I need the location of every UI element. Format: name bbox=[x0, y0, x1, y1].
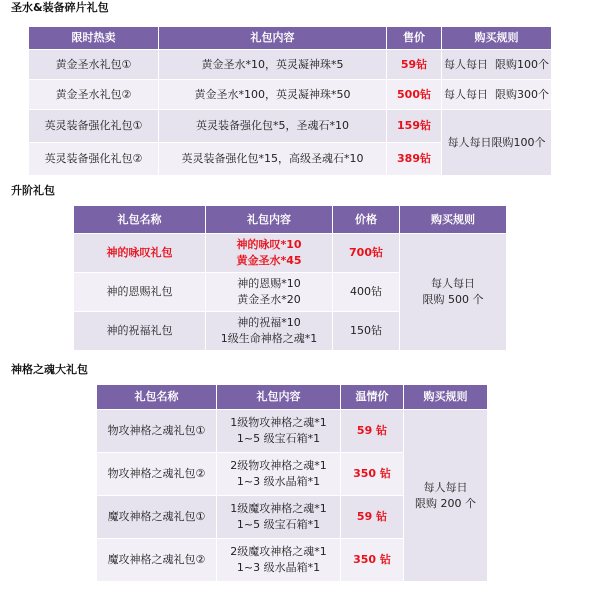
content-line: 1~3 级水晶箱*1 bbox=[236, 561, 321, 574]
col-header-content: 礼包内容 bbox=[206, 206, 333, 234]
pack-content: 黄金圣水*10，英灵凝神珠*5 bbox=[159, 50, 387, 80]
col-header-content: 礼包内容 bbox=[159, 27, 387, 50]
pack-name: 物攻神格之魂礼包① bbox=[97, 410, 217, 453]
purchase-rule: 每人每日限购100个 bbox=[442, 110, 552, 176]
pack-name: 黄金圣水礼包① bbox=[29, 50, 159, 80]
table-row bbox=[74, 234, 507, 273]
pack-content bbox=[206, 312, 333, 351]
holy-water-table bbox=[28, 26, 552, 176]
col-header-price: 温情价 bbox=[341, 385, 404, 410]
pack-content bbox=[217, 410, 341, 453]
col-header-name: 礼包名称 bbox=[74, 206, 206, 234]
pack-name: 神的咏叹礼包 bbox=[74, 234, 206, 273]
section-title-holy-water: 圣水&装备碎片礼包 bbox=[11, 1, 109, 14]
content-line: 1级生命神格之魂*1 bbox=[220, 332, 318, 345]
pack-price: 150钻 bbox=[333, 312, 400, 351]
rule-line: 限购 200 个 bbox=[415, 496, 476, 510]
pack-price: 400钻 bbox=[333, 273, 400, 312]
pack-content bbox=[217, 496, 341, 539]
pack-name: 英灵装备强化礼包② bbox=[29, 143, 159, 176]
pack-price: 350 钻 bbox=[341, 539, 404, 582]
content-line: 黄金圣水*20 bbox=[237, 293, 301, 306]
pack-content: 英灵装备强化包*15，高级圣魂石*10 bbox=[159, 143, 387, 176]
table-row bbox=[29, 50, 552, 80]
pack-content: 黄金圣水*100，英灵凝神珠*50 bbox=[159, 80, 387, 110]
content-line: 1~3 级水晶箱*1 bbox=[236, 475, 321, 488]
pack-name: 神的恩赐礼包 bbox=[74, 273, 206, 312]
pack-price: 700钻 bbox=[333, 234, 400, 273]
content-line: 1~5 级宝石箱*1 bbox=[236, 518, 321, 531]
pack-name: 魔攻神格之魂礼包① bbox=[97, 496, 217, 539]
table-row bbox=[97, 410, 488, 453]
pack-content bbox=[217, 453, 341, 496]
pack-name: 物攻神格之魂礼包② bbox=[97, 453, 217, 496]
pack-price: 159钻 bbox=[387, 110, 442, 143]
col-header-hot-sale: 限时热卖 bbox=[29, 27, 159, 50]
content-line: 神的祝福*10 bbox=[237, 316, 301, 329]
content-line: 1级物攻神格之魂*1 bbox=[230, 416, 327, 429]
table-row bbox=[29, 80, 552, 110]
purchase-rule: 每人每日 限购300个 bbox=[442, 80, 552, 110]
pack-name: 魔攻神格之魂礼包② bbox=[97, 539, 217, 582]
pack-price: 59 钻 bbox=[341, 410, 404, 453]
purchase-rule bbox=[404, 410, 488, 582]
col-header-rule: 购买规则 bbox=[404, 385, 488, 410]
pack-price: 500钻 bbox=[387, 80, 442, 110]
purchase-rule bbox=[400, 234, 507, 351]
section-title-soul: 神格之魂大礼包 bbox=[11, 363, 88, 376]
pack-content bbox=[206, 234, 333, 273]
purchase-rule: 每人每日 限购100个 bbox=[442, 50, 552, 80]
col-header-rule: 购买规则 bbox=[400, 206, 507, 234]
content-line: 神的咏叹*10 bbox=[236, 238, 302, 251]
pack-name: 神的祝福礼包 bbox=[74, 312, 206, 351]
pack-name: 黄金圣水礼包② bbox=[29, 80, 159, 110]
content-line: 1~5 级宝石箱*1 bbox=[236, 432, 321, 445]
col-header-price: 售价 bbox=[387, 27, 442, 50]
col-header-price: 价格 bbox=[333, 206, 400, 234]
col-header-content: 礼包内容 bbox=[217, 385, 341, 410]
table-header-row bbox=[29, 27, 552, 50]
pack-name: 英灵装备强化礼包① bbox=[29, 110, 159, 143]
pack-price: 59 钻 bbox=[341, 496, 404, 539]
table-row bbox=[29, 110, 552, 143]
upgrade-table bbox=[73, 205, 507, 351]
content-line: 1级魔攻神格之魂*1 bbox=[230, 502, 327, 515]
pack-price: 59钻 bbox=[387, 50, 442, 80]
pack-content bbox=[217, 539, 341, 582]
content-line: 2级物攻神格之魂*1 bbox=[230, 459, 327, 472]
table-header-row bbox=[97, 385, 488, 410]
table-header-row bbox=[74, 206, 507, 234]
pack-price: 389钻 bbox=[387, 143, 442, 176]
pack-content: 英灵装备强化包*5，圣魂石*10 bbox=[159, 110, 387, 143]
soul-table bbox=[96, 384, 488, 582]
content-line: 2级魔攻神格之魂*1 bbox=[230, 545, 327, 558]
pack-content bbox=[206, 273, 333, 312]
col-header-rule: 购买规则 bbox=[442, 27, 552, 50]
content-line: 神的恩赐*10 bbox=[237, 277, 301, 290]
rule-line: 每人每日 bbox=[423, 480, 468, 494]
col-header-name: 礼包名称 bbox=[97, 385, 217, 410]
pack-price: 350 钻 bbox=[341, 453, 404, 496]
section-title-upgrade: 升阶礼包 bbox=[11, 184, 55, 197]
rule-line: 限购 500 个 bbox=[422, 293, 484, 306]
content-line: 黄金圣水*45 bbox=[236, 254, 302, 267]
rule-line: 每人每日 bbox=[431, 277, 475, 290]
